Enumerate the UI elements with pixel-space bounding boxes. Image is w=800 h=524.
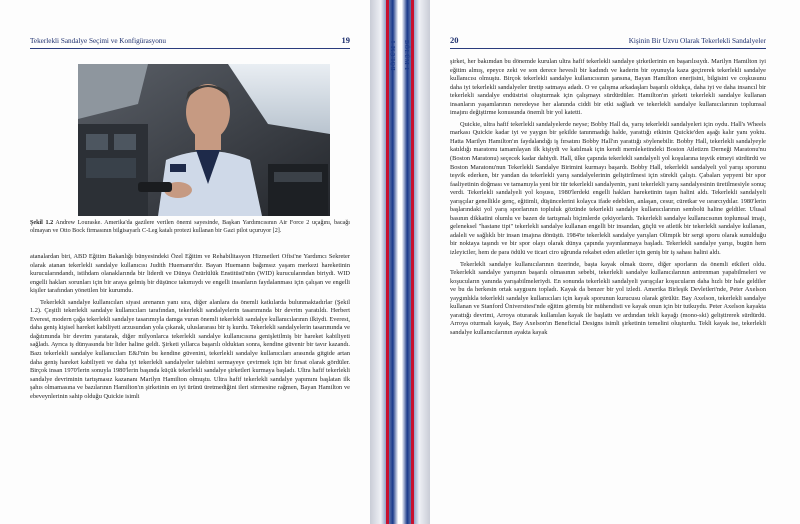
right-paragraph-3: Tekerlekli sandalye kullanıcılarının üzerinde, başta kayak olmak üzere, diğer sporların da önemli etkileri oldu. Tekerlekli sandalye yarışının başarılı olmasının sebebi, tekerlekli sandalye kullanıcılarının antrenman yapabilmeleri ve koşucuların yanında yarışabilmeleriydi. En sonunda tekerlekli sandalyeli yarışçılar koşucuların daha hızlı bir hale geldiler ve bu da herkesin ortak saygısını topladı. Kayak da benzer bir yol izledi. Amerika Birleşik Devletleri'nde, Peter Axelson yaygınlıkla tekerlekli sandalye kullanıcıları için kayak sporunun kurucusu olarak görülür. Bay Axelson, tekerlekli sandalye kullanan ve Stanford Üniversitesi'nde eğitim görmüş bir mühendisti ve kayak onun için bir tutkuydu. Peter Axelson kayakta yarattığı devrimi, Arroya oturarak kullanılan kayak ile başlattı ve ardından tekli kayağı (mono-ski) geliştirerek sürdürdü. Arroya oturmalı kayak, Bay Axelson'ın Beneficial Designs isimli şirketinin temelini oluşturdu. Tekli kayak ise, tekerlekli sandalye kullanıcılarının ayakta kayak — [450, 260, 766, 336]
right-running-title: Kişinin Bir Uzvu Olarak Tekerlekli Sandalyeler — [628, 37, 766, 45]
figure-caption-text: Andrew Louraske. Amerika'da gazilere verilen önemi sayesinde, Başkan Yardımcısının Air Force 2 uçağını, bacağı olmayan ve Otto Bock firmasının bilgisayarlı C-Leg katalı protezi kullanan bir Gazi pilot uçuruyor [2]. — [30, 220, 350, 235]
right-header-rule — [450, 48, 766, 49]
right-page — [430, 0, 800, 524]
right-page-number: 20 — [450, 35, 459, 45]
spine-red-stripe-left — [386, 0, 389, 524]
left-body-text — [30, 253, 350, 404]
left-running-header — [30, 34, 350, 48]
spine-red-stripe-right — [411, 0, 414, 524]
cockpit-photo — [78, 64, 330, 216]
left-paragraph-1: atanalardan biri, ABD Eğitim Bakanlığı bünyesindeki Özel Eğitim ve Rehabilitasyon Hizmetleri Ofisi'ne Yardımcı Sekreter olarak atanan tekerlekli sandalye kullanıcısı Judith Huemann'dır. Bayan Huemann bağımsız yaşam merkezi hareketinin kurucularındandı, istihdam olanaklarında bir liderdi ve Dünya Özürlülük Enstitüsü'nün (WID) kurucularından biriydi. WID engelli hakları sorunları için bir araya gelmiş bir düşünce takımıydı ve engelli insanların faydalanması için çalışan ve engelli kişiler tarafından yönetilen bir kurumdu. — [30, 253, 350, 295]
spine-chapter-label-right: BÖLÜM 1 — [403, 40, 409, 71]
left-running-title: Tekerlekli Sandalye Seçimi ve Konfigürasyonu — [30, 37, 167, 45]
figure-label: Şekil 1.2 — [30, 220, 54, 226]
left-page-number: 19 — [341, 35, 350, 45]
left-page — [0, 0, 370, 524]
right-paragraph-1: şirket, her bakımdan bu dönemde kurulan ultra hafif tekerlekli sandalye şirketlerinin en başarılısıydı. Marilyn Hamilton iyi eğitim almış, epeyce zeki ve son derece hevesli bir kadındı ve kaderin bir oyunuyla kaza geçirerek tekerlekli sandalye kullanıcısı olmuştu. Birçok tekerlekli sandalye kullanıcısının şansına, Bayan Hamilton enerjisini, bilgisini ve coşkusunu daha iyi tekerlekli sandalyeler üretip satmaya adadı. O ve çalışma arkadaşları başarılı oldukça, daha iyi ve daha insancıl bir tekerlekli sandalye endüstrisi oluşturmak için çalışmayı sürdürdüler. Hamilton'ın şirketi tekerlekli sandalye kullanan insanların yaşamlarının neredeyse her alanında ciddi bir etki sağladı ve tekerlekli sandalye kullanıcılarının toplumsal imajını değiştirme konusunda önemli bir yol katetti. — [450, 58, 766, 117]
left-paragraph-2: Tekerlekli sandalye kullanıcıları siyasi arenanın yanı sıra, diğer alanlara da önemli katkılarda bulunmaktadırlar (Şekil 1.2). Çeşitli tekerlekli sandalye kullanıcıları tarafından, tekerlekli sandalyelerin tasarımında bir devrim yaratıldı. Herbert Everest, modern çağa tekerlekli sandalye tasarımıyla damga vuran önemli tekerlekli sandalye kullanıcılarının ilkiydi. Everest, daha geniş kişisel hareket kabiliyeti arzusundan yola çıkarak, uluslararası bir iş kurdu. Tekerlekli sandalyelerin tasarımında ve dağıtımında bir devrim yaratarak, diğer milyonlarca tekerlekli sandalye kullanıcısına genişletilmiş bir hareket kabiliyeti sağladı. Ayrıca iş dünyasında bir lider haline geldi. Şirketi yıllarca başarılı olduktan sonra, kendine güvenir bir tavır kazandı. Bazı tekerlekli sandalye kullanıcıları E&J'nin bu kendine güvenini, tekerlekli sandalye kullanıcıları arasında gitgide artan daha geniş hareket kabiliyeti ve daha iyi tekerlekli sandalyeler talebini sermayeye çevirmek için bir fırsat olarak gördüler. Birçok insan 1970'lerin sonuyla 1980'lerin başında küçük tekerlekli sandalye şirketleri kurmaya başladı. Ultra hafif tekerlekli sandalye devriminin tartışmasız kazananı Marilyn Hamilton olmuştu. Ultra hafif tekerlekli sandalye yapımını başlatan ilk şahıs olmamasına ve bazılarının Hamilton'ın şirketinin en iyi ürünü üretmediğini ileri sürmesine rağmen, Bayan Hamilton ve ebeveynlerinin sahip olduğu Quickie isimli — [30, 298, 350, 400]
book-spine — [370, 0, 430, 524]
figure-photo-pilot-cockpit — [78, 64, 330, 216]
right-paragraph-2: Quickie, ultra hafif tekerlekli sandalyelerde neyse; Bobby Hall da, yarış tekerlekli sandalyeleri için oydu. Hall's Wheels markası Quickie kadar iyi ve yaygın bir şekilde tanınmadığı halde, yarattığı etkinin Quickie'den aşağı kalır yanı yoktu. Hatta Marilyn Hamilton'ın faydalandığı iş fırsatını Bobby Hall'ın yarattığı söylenebilir. Bobby Hall, tekerlekli sandalyeyle katıldığı maratonu tamamlayan ilk kişiydi ve katılmak için kendi memleketindeki Boston Atletizm Derneği Maratonu'nu (Boston Maratonu) seçecek kadar dahiydi. Hall, ülke çapında tekerlekli sandalyeli yol koşularına teşvik etmeyi sürdürdü ve Boston Maratonu'nun Tekerlekli Sandalye Birimini kurmayı başardı. Bobby Hall, tekerlekli sandalyeli yol yarışı sporunu teşvik ederken, bir yandan da tekerlekli yarış sandalyelerinin geliştirilmesi için sürekli çalıştı. Çabaları yepyeni bir spor faaliyetinin doğması ve tamamıyla yeni bir tür tekerlekli sandalyenin, yani tekerlekli yarış sandalyesinin üretilmesiyle sonuç verdi. Tekerlekli sandalyeli yol koşusu, 1980'lerdeki engelli hakları hareketinin taşın halini aldı. Tekerlekli sandalyeli yarışçılar genellikle genç, eğitimli, düşüncelerini kolayca ifade edebilen, anlaşan, cesur, cüretkar ve ısrarcıydılar. 1980'lerin başlarındaki yol yarış sporlarının topluluk gözünde tekerlekli sandalye kullanıcılarının sembolü haline geldiler. Ulusal basının dikkatini olumlu ve bazen de tartışmalı biçimlerde çekiyorlardı. Tekerlekli sandalye kullanıcısının toplumsal imajı, geleneksel "hastane tipi" tekerlekli sandalye kullanan engelli bir insandan, güçlü ve atletik bir tekerlekli sandalye kullanan, adaleli ve sağlıklı bir insan imajına dönüştü. 1984'te tekerlekli sandalye yarışları Olimpik bir sergi sporu olarak sunulduğu bir noktaya taşındı ve bir spor olayı olarak dünya çapında yayınlanmaya başladı. Tekerlekli sandalye yarışı, bugün hem izleyiciler, hem de para ödülü ve ticari ciro uğrunda rekabet eden atletler için geniş bir iş sahası halini aldı. — [450, 120, 766, 257]
left-header-rule — [30, 48, 350, 49]
spine-chapter-label-left: BÖLÜM 1 — [391, 40, 397, 71]
right-body-text — [450, 58, 766, 341]
right-running-header — [450, 34, 766, 48]
figure-caption — [30, 219, 350, 235]
